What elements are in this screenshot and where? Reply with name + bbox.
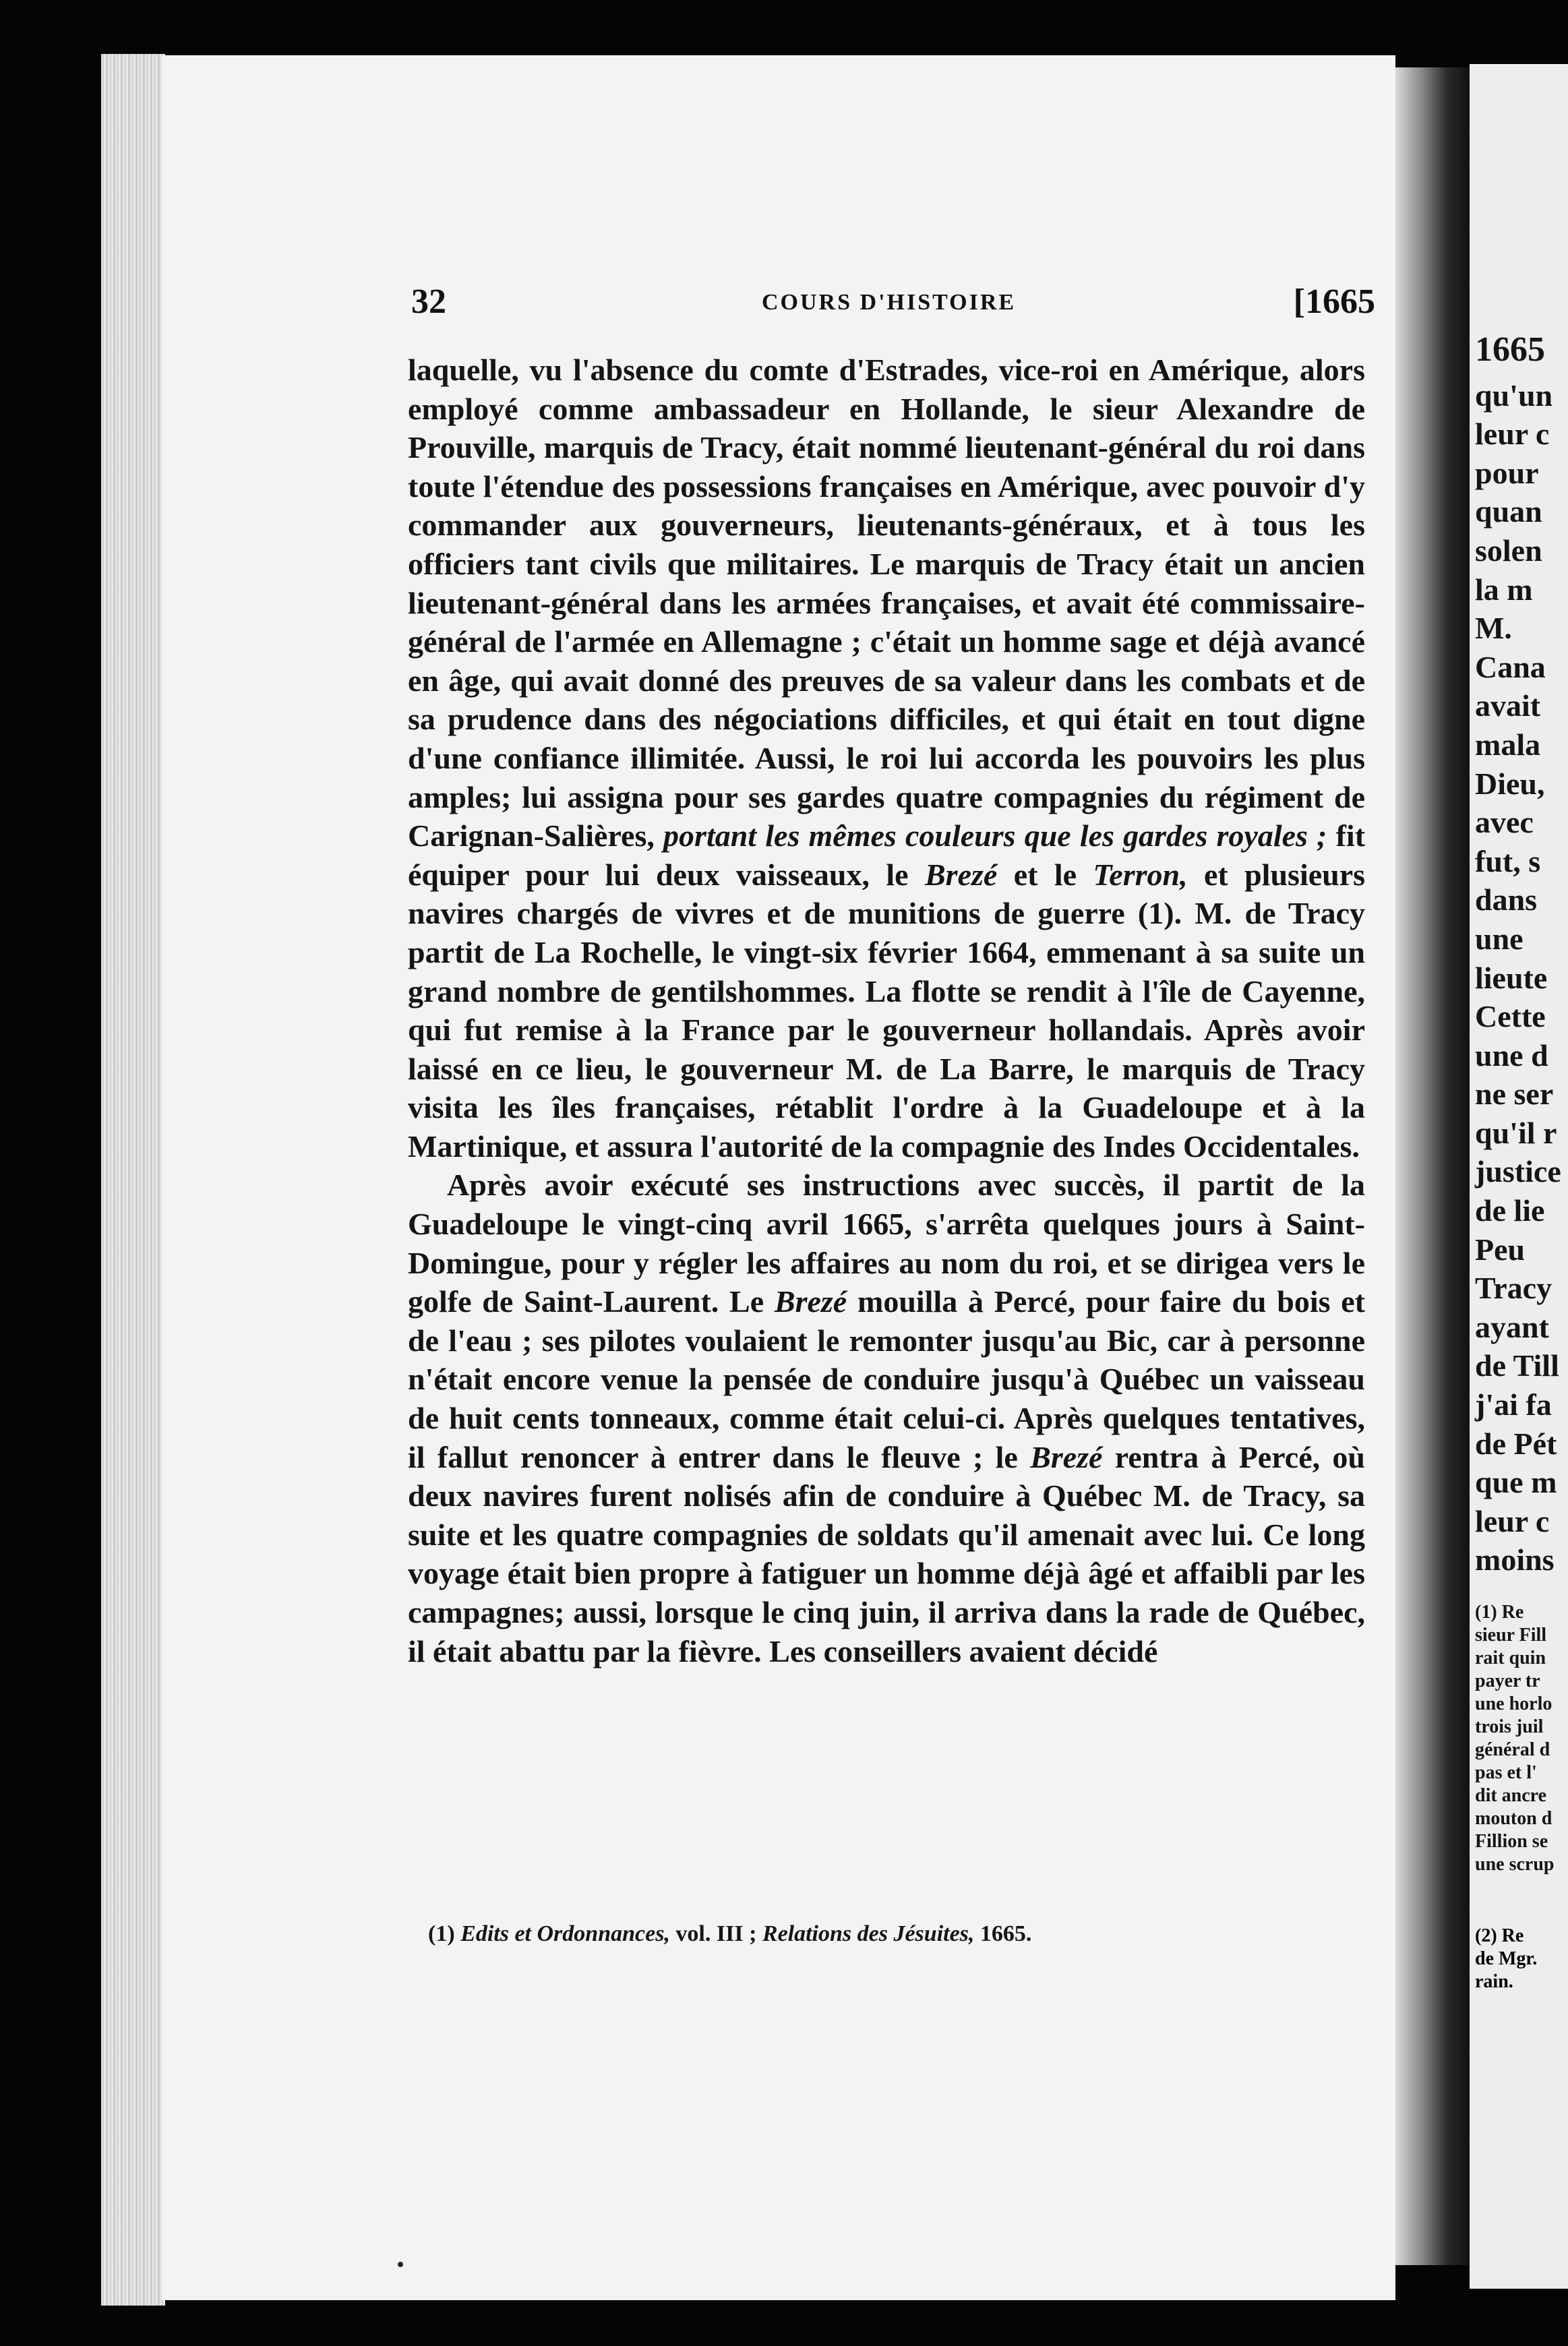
facing-page-line: une (1475, 921, 1524, 956)
facing-page-line: que m (1475, 1465, 1557, 1500)
facing-page-line: avec (1475, 805, 1534, 840)
facing-page-line: ne ser (1475, 1077, 1554, 1112)
facing-page-line: de Pét (1475, 1426, 1557, 1461)
facing-page (1470, 64, 1568, 2289)
facing-page-line: mala (1475, 727, 1541, 762)
facing-page-line: dans (1475, 882, 1538, 918)
main-text (408, 351, 1365, 1671)
facing-page-line: Dieu, (1475, 766, 1545, 801)
facing-page-line: de Till (1475, 1348, 1559, 1383)
page-edges (101, 54, 165, 2306)
footnote-title-2: Relations des Jésuites, (762, 1921, 975, 1946)
facing-page-line: la m (1475, 572, 1533, 607)
paragraph-2: Après avoir exécuté ses instructions avec succès, il partit de la Guadeloupe le vingt-cinq avril 1665, s'arrêta quelques jours à Saint-Domingue, pour y régler les affaires au nom du roi, et se dirigea vers le golfe de Saint-Laurent. Le Brezé mouilla à Percé, pour faire du bois et de l'eau ; ses pilotes voulaient le remonter jusqu'au Bic, car à personne n'était encore venue la pensée de conduire jusqu'à Québec un vaisseau de huit cents tonneaux, comme était celui-ci. Après quelques tentatives, il fallut renoncer à entrer dans le fleuve ; le Brezé rentra à Percé, où deux navires furent nolisés afin de conduire à Québec M. de Tracy, sa suite et les quatre compagnies de soldats qu'il amenait avec lui. Ce long voyage était bien propre à fatiguer un homme déjà âgé et affaibli par les campagnes; aussi, lorsque le cinq juin, il arriva dans la rade de Québec, il était abattu par la fièvre. Les conseillers avaient décidé (408, 1168, 1366, 1668)
footnote-title-1: Edits et Ordonnances, (460, 1921, 670, 1946)
facing-page-footnote-line: rait quin (1475, 1648, 1546, 1668)
footnote-mark: (1) (428, 1921, 455, 1946)
facing-page-line: une d (1475, 1037, 1548, 1073)
facing-page-footnote (1475, 1601, 1568, 1876)
ship-name: Brezé (924, 857, 998, 892)
facing-page-line: pour (1475, 455, 1539, 490)
facing-page-footnote-line: sieur Fill (1475, 1625, 1547, 1646)
facing-page-head: 1665 (1475, 330, 1545, 369)
facing-page-line: leur c (1475, 417, 1550, 452)
ship-name: Brezé (1030, 1439, 1103, 1474)
facing-page-footnote-line: de Mgr. (1475, 1948, 1538, 1969)
facing-page-line: qu'un (1475, 378, 1553, 413)
facing-page-footnote-line: (1) Re (1475, 1602, 1524, 1623)
facing-page-line: quan (1475, 494, 1542, 529)
facing-page-line: avait (1475, 688, 1541, 723)
facing-page-footnote-2 (1475, 1925, 1537, 1993)
facing-page-line: j'ai fa (1475, 1387, 1552, 1422)
facing-page-line: lieute (1475, 960, 1548, 995)
facing-page-footnote-line: rain. (1475, 1971, 1513, 1992)
facing-page-line: qu'il r (1475, 1115, 1557, 1150)
page-header (411, 282, 1375, 329)
facing-page-footnote-line: général d (1475, 1739, 1550, 1760)
ship-name: Brezé (774, 1284, 847, 1319)
facing-page-footnote-line: pas et l' (1475, 1762, 1537, 1783)
footnote-year: 1665. (979, 1921, 1032, 1946)
facing-page-footnote-line: dit ancre (1475, 1785, 1547, 1806)
facing-page-line: M. (1475, 611, 1512, 646)
facing-page-line: leur c (1475, 1503, 1550, 1538)
running-head: COURS D'HISTOIRE (762, 290, 1017, 315)
facing-page-line: de lie (1475, 1193, 1545, 1228)
facing-page-line: Cette (1475, 999, 1546, 1034)
footnote (428, 1921, 1372, 1947)
ship-name: Terron, (1093, 857, 1188, 892)
facing-page-text (1475, 330, 1568, 1580)
facing-page-line: ayant (1475, 1309, 1549, 1344)
facing-page-footnote-line: une scrup (1475, 1854, 1555, 1875)
page-number: 32 (411, 282, 446, 321)
facing-page-footnote-line: (2) Re (1475, 1925, 1524, 1946)
book-gutter (1395, 67, 1470, 2265)
facing-page-line: justice (1475, 1154, 1561, 1189)
paper-speck (398, 2262, 403, 2267)
facing-page-line: moins (1475, 1542, 1555, 1577)
facing-page-footnote-line: mouton d (1475, 1808, 1552, 1829)
facing-page-line: Cana (1475, 649, 1546, 684)
facing-page-line: fut, s (1475, 843, 1541, 878)
header-date: [1665 (1293, 282, 1375, 321)
footnote-volume: vol. III ; (675, 1921, 757, 1946)
facing-page-footnote-line: une horlo (1475, 1693, 1552, 1714)
facing-page-line: solen (1475, 533, 1542, 568)
facing-page-line: Tracy (1475, 1271, 1552, 1306)
paragraph-1: laquelle, vu l'absence du comte d'Estrades, vice-roi en Amérique, alors employé comme ambassadeur en Hollande, le sieur Alexandre de Prouville, marquis de Tracy, était nommé lieutenant-général du roi dans toute l'étendue des possessions françaises en Amérique, avec pouvoir d'y commander aux gouverneurs, lieutenants-généraux, et à tous les officiers tant civils que militaires. Le marquis de Tracy était un ancien lieutenant-général dans les armées françaises, et avait été commissaire-général de l'armée en Allemagne ; c'était un homme sage et déjà avancé en âge, qui avait donné des preuves de sa valeur dans les combats et de sa prudence dans des négociations difficiles, et qui était en tout digne d'une confiance illimitée. Aussi, le roi lui accorda les pouvoirs les plus amples; lui assigna pour ses gardes quatre compagnies du régiment de Carignan-Salières, portant les mêmes couleurs que les gardes royales ; fit équiper pour lui deux vaisseaux, le Brezé et le Terron, et plusieurs navires chargés de vivres et de munitions de guerre (1). M. de Tracy partit de La Rochelle, le vingt-six février 1664, emmenant à sa suite un grand nombre de gentilshommes. La flotte se rendit à l'île de Cayenne, qui fut remise à la France par le gouverneur hollandais. Après avoir laissé en ce lieu, le gouverneur M. de La Barre, le marquis de Tracy visita les îles françaises, rétablit l'ordre à la Guadeloupe et à la Martinique, et assura l'autorité de la compagnie des Indes Occidentales. (408, 353, 1366, 1164)
facing-page-footnote-line: trois juil (1475, 1716, 1544, 1737)
facing-page-lines (1475, 376, 1568, 1580)
italic-phrase: portant les mêmes couleurs que les gardes royales ; (663, 818, 1327, 853)
facing-page-footnote-line: payer tr (1475, 1671, 1540, 1691)
facing-page-line: Peu (1475, 1232, 1526, 1267)
facing-page-footnote-line: Fillion se (1475, 1831, 1548, 1852)
